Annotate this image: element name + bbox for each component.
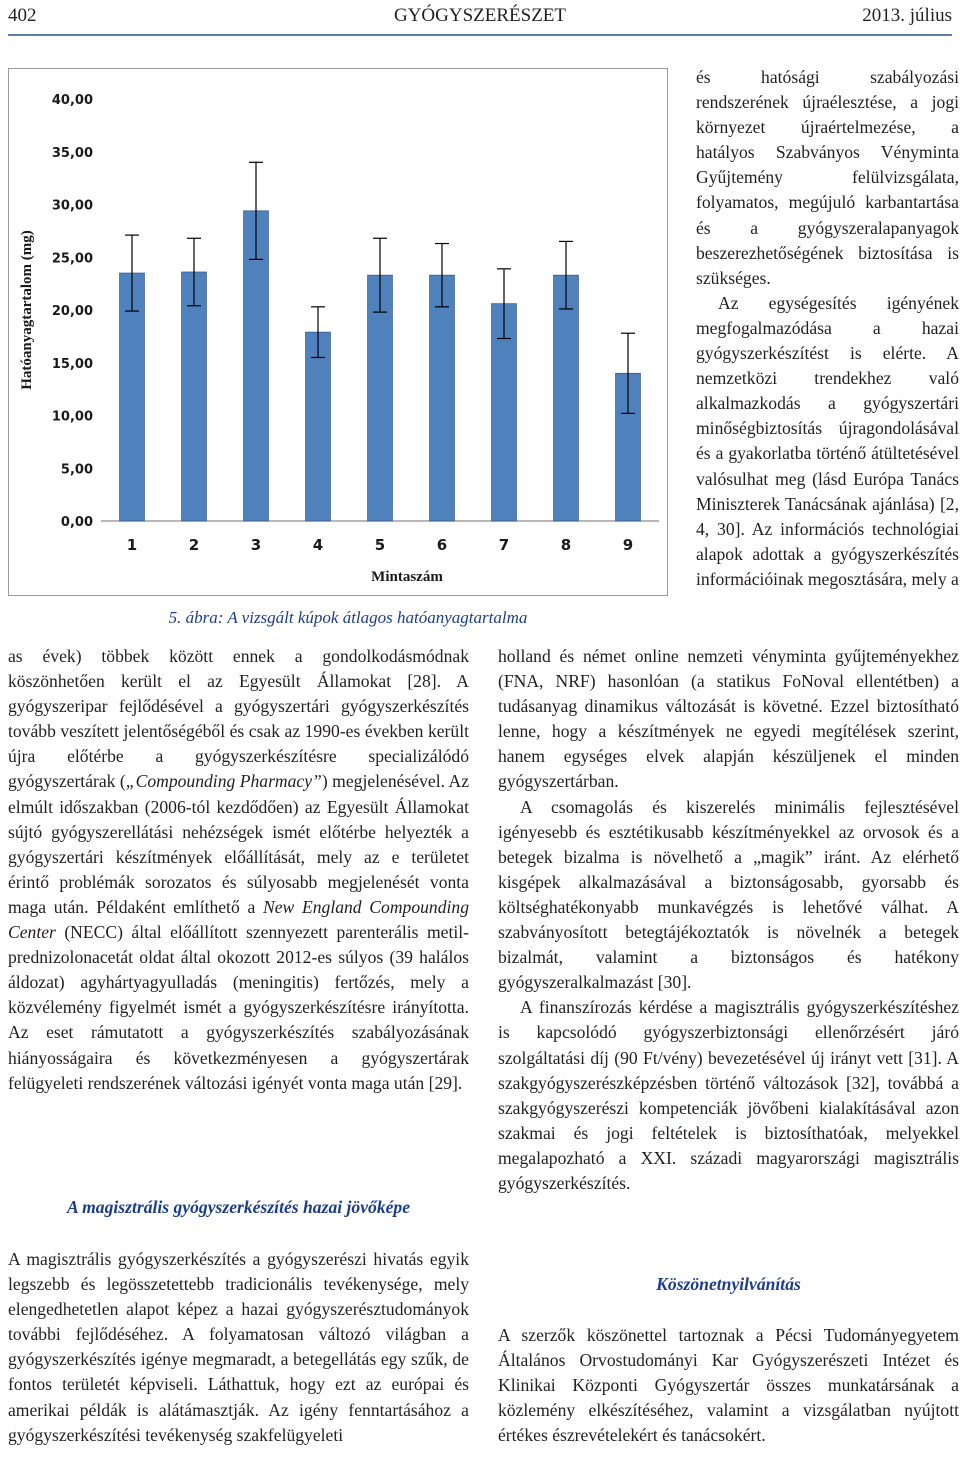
header-rule <box>8 34 952 36</box>
bar <box>306 332 331 521</box>
text-run: as évek) többek között ennek a gondolkodásmódnak köszönhetően került el az Egyesült Államokat [28]. A gyógyszeripar fejlődésével a gyógyszertári gyógyszerkészítés tovább veszített jelentőségéből és csak az 1990-es években került újra előtérbe a gyógyszerkészítésre specializálódó gyógyszertárak ( <box>8 646 469 792</box>
right-column-top-text <box>696 65 959 592</box>
x-tick-label: 2 <box>188 536 200 554</box>
text-run-italic: „Compounding Pharmacy” <box>125 771 322 792</box>
x-tick-label: 6 <box>436 536 448 554</box>
y-tick-label: 5,00 <box>60 462 93 478</box>
x-tick-label: 4 <box>312 536 324 554</box>
page-number: 402 <box>8 5 37 26</box>
text-run: ) megjelenésével. Az elmúlt időszakban (2006-tól kezdődően) az Egyesült Államokat sújtó gyógyszerellátási nehézségek ismét előtérbe helyezték a gyógyszertári készítmények előállítását, mely az e területet érintő problémák sorozatos és súlyosabb megjelenését vonta maga után. Példaként említhető a <box>8 771 469 917</box>
text-run: (NECC) által előállított szennyezett parenterális metil-prednizolonacetát oldat által okozott 2012-es súlyos (39 halálos áldozat) agyhártyagyulladás (meningitis) fertőzés, mely a közvélemény figyelmét ismét a gyógyszerkészítésre irányította. Az eset rámutatott a gyógyszerkészítés szabályozásának hiányosságaira és következményesen a gyógyszertárak felügyeleti rendszerének változási igényét vonta maga után [29]. <box>8 922 469 1093</box>
x-axis-title: Mintaszám <box>371 569 443 585</box>
bar <box>554 275 579 521</box>
y-tick-label: 30,00 <box>51 198 93 214</box>
text-run-italic: New England Compounding Center <box>8 896 470 943</box>
paragraph: A csomagolás és kiszerelés minimális fejlesztésével igényesebb és esztétikusabb készítményekkel az orvosok és a betegek bizalma is növelhető a „magik” iránt. Az elérhető kisgépek alkalmazásával a biztonságosabb, gyorsabb és költséghatékonyabb munkavégzés is lehetővé válhat. A szabványosított betegtájékoztatók is növelnék a betegek bizalmát, valamint a biztonságos és hatékony gyógyszeralkalmazást [30]. <box>498 796 959 993</box>
acknowledgements-text <box>498 1323 959 1448</box>
y-axis-title: Hatóanyagtartalom (mg) <box>19 230 35 390</box>
x-tick-label: 5 <box>374 536 386 554</box>
figure-caption: 5. ábra: A vizsgált kúpok átlagos hatóanyagtartalma <box>168 608 528 627</box>
paragraph <box>8 644 469 1096</box>
bar <box>182 272 207 521</box>
page-header <box>8 2 952 30</box>
y-tick-label: 15,00 <box>51 356 93 372</box>
x-tick-label: 8 <box>560 536 572 554</box>
bar <box>430 275 455 521</box>
y-tick-label: 35,00 <box>51 145 93 161</box>
y-tick-label: 0,00 <box>60 515 93 530</box>
journal-title: GYÓGYSZERÉSZET <box>393 5 567 26</box>
acknowledgements-heading: Köszönetnyilvánítás <box>656 1274 801 1294</box>
right-column-text <box>498 644 959 1196</box>
x-tick-label: 3 <box>250 536 262 554</box>
issue-date: 2013. július <box>862 5 952 26</box>
left-column-text <box>8 644 469 1096</box>
paragraph: A finanszírozás kérdése a magisztrális gyógyszerkészítéshez is kapcsolódó gyógyszerbiztonsági ellenőrzésért járó szolgáltatási díj (90 Ft/vény) bevezetésével új irányt vett [31]. A szakgyógyszerészképzésben történő változások [32], továbbá a szakgyógyszerészi kompetenciák jövőbeni kialakításával azon szakmai és jogi feltételek is biztosíthatóak, melyekkel megalapozható a XXI. századi magyarországi magisztrális gyógyszerkészítés. <box>498 997 959 1193</box>
y-tick-label: 20,00 <box>51 304 93 319</box>
x-tick-label: 1 <box>126 536 138 554</box>
paragraph: holland és német online nemzeti vényminta gyűjteményekhez (FNA, NRF) hasonlóan (a statikus FoNoval ellentétben) a tudásanyag dinamikus változását is követné. Ezzel biztosítható lenne, hogy a készítmények ne egyedi megítélések szerint, hanem egységes elvek alapján készüljenek el minden gyógyszertárban. <box>498 646 959 792</box>
x-tick-label: 7 <box>498 536 510 554</box>
left-column-section-text <box>8 1247 469 1448</box>
paragraph: A magisztrális gyógyszerkészítés a gyógyszerészi hivatás egyik legszebb és legösszetettebb tradicionális tevékenysége, mely elengedhetetlen alapot képez a hazai gyógyszerésztudományok további fejlődéséhez. A folyamatosan változó világban a gyógyszerkészítés igénye megmaradt, a betegellátás egy szűk, de fontos területét képviseli. Láthattuk, hogy ezt az európai és amerikai példák is alátámasztják. Az igény fenntartásához a gyógyszerkészítési tevékenység szakfelügyeleti <box>8 1249 469 1445</box>
figure-frame <box>8 68 668 596</box>
paragraph: és hatósági szabályozási rendszerének újraélesztése, a jogi környezet újraértelmezése, a hatályos Szabványos Vényminta Gyűjtemény felülvizsgálata, folyamatos, megújuló karbantartása és a gyógyszeralapanyagok beszerezhetőségének biztosítása is szükséges. <box>696 67 959 288</box>
section-heading: A magisztrális gyógyszerkészítés hazai jövőképe <box>66 1197 411 1217</box>
paragraph: A szerzők köszönettel tartoznak a Pécsi Tudományegyetem Általános Orvostudományi Kar Gyógyszerészeti Intézet és Klinikai Központi Gyógyszertár összes munkatársának a közlemény elkészítéséhez, valamint a vizsgálatban nyújtott értékes észrevételekért és tanácsokért. <box>498 1325 959 1446</box>
y-tick-label: 10,00 <box>51 409 93 425</box>
y-tick-label: 25,00 <box>51 251 93 267</box>
x-tick-label: 9 <box>622 536 634 554</box>
y-tick-label: 40,00 <box>51 93 93 108</box>
bar-chart <box>9 69 667 595</box>
paragraph: Az egységesítés igényének megfogalmazódása a hazai gyógyszerkészítést is elérte. A nemzetközi trendekhez való alkalmazkodás a gyógyszertári minőségbiztosítás újragondolásával és a gyakorlatba történő átültetésével valósulhat meg (lásd Európa Tanács Miniszterek Tanácsának ajánlása) [2, 4, 30]. Az információs technológiai alapok adottak a gyógyszerkészítés információinak megosztására, mely a <box>696 292 959 589</box>
